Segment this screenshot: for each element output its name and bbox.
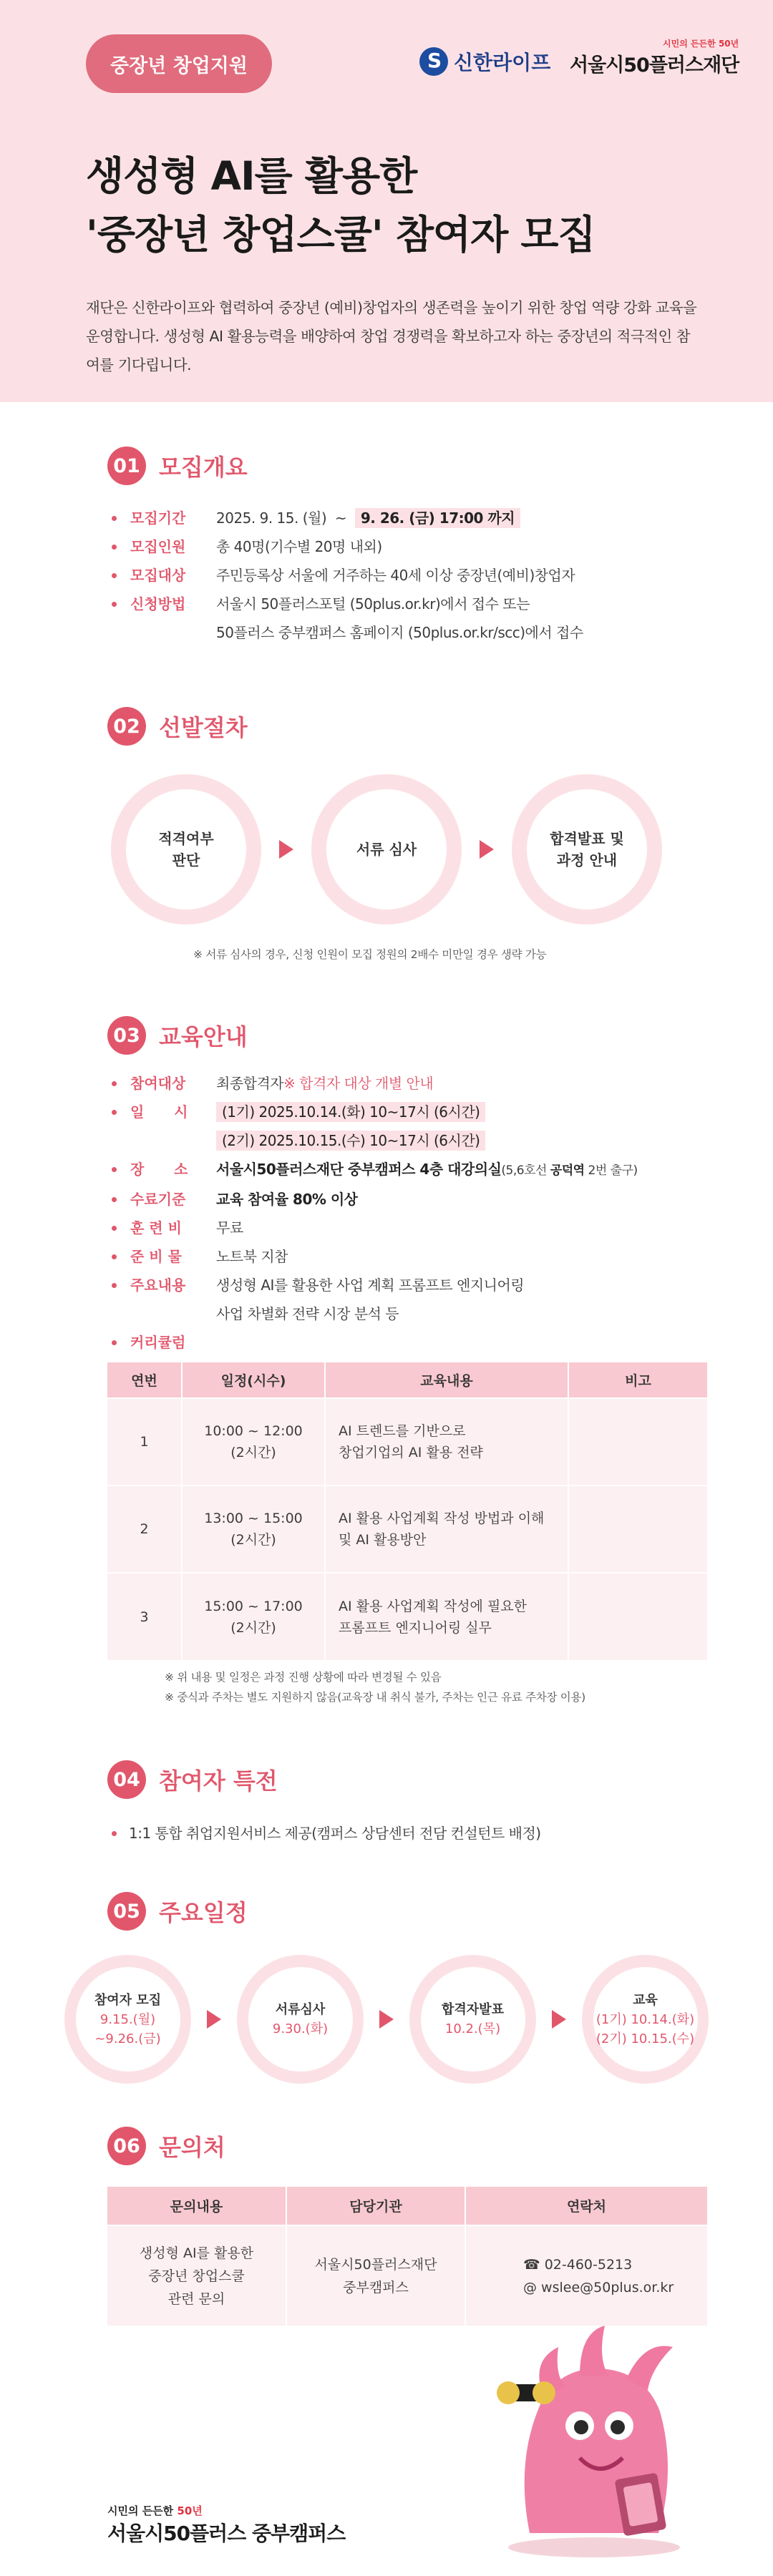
table-row: 3 15:00 ~ 17:00 (2시간) AI 활용 사업계획 작성에 필요한 프롬프트 엔지니어링 실무 [107,1573,708,1660]
arrow-right-icon [207,2010,221,2029]
info-row-count: 모집인원 총 40명(기수별 20명 내외) [129,532,709,561]
section-title: 교육안내 [159,1023,248,1050]
info-row-method: 신청방법 서울시 50플러스포털 (50plus.or.kr)에서 접수 또는 50플러스 중부캠퍼스 홈페이지 (50plus.or.kr/scc)에서 접수 [129,590,709,647]
hero-description: 재단은 신한라이프와 협력하여 중장년 (예비)창업자의 생존력을 높이기 위한 창업 역량 강화 교육을 운영합니다. 생성형 AI 활용능력을 배양하여 창업 경쟁력을 확보하고자 하는 중장년의 적극적인 참여를 기다립니다. [86,299,697,374]
table-row: 생성형 AI를 활용한 중장년 창업스쿨 관련 문의 서울시50플러스재단 중부캠퍼스 ☎ 02-460-5213 @ wslee@50plus.or.kr [107,2225,708,2326]
info-row-target: 모집대상 주민등록상 서울에 거주하는 40세 이상 중장년(예비)창업자 [129,561,709,590]
shinhan-life-logo [419,47,550,76]
section-number: 04 [107,1760,146,1799]
seoul50-tagline: 시민의 든든한 50년 [663,39,739,49]
schedule-step: 합격자발표 10.2.(목) [409,1955,536,2084]
section-number: 02 [107,707,146,746]
schedule-step: 교육 (1기) 10.14.(화) (2기) 10.15.(수) [582,1955,709,2084]
section-title: 참여자 특전 [159,1767,278,1795]
section-number: 06 [107,2127,146,2165]
info-row-period: 모집기간 2025. 9. 15. (월) ~ 9. 26. (금) 17:00 까지 [129,504,709,532]
table-row: 2 13:00 ~ 15:00 (2시간) AI 활용 사업계획 작성 방법과 이해 및 AI 활용방안 [107,1485,708,1573]
section-title: 문의처 [159,2134,225,2161]
schedule-step: 서류심사 9.30.(화) [237,1955,364,2084]
section-number: 01 [107,447,146,485]
shinhan-name: 신한라이프 [454,51,551,74]
section-title: 선발절차 [159,714,248,741]
section-number: 05 [107,1892,146,1931]
shinhan-logo-icon [419,47,448,76]
page-title [86,147,595,264]
process-step: 적격여부 판단 [111,774,261,924]
deadline-highlight: 9. 26. (금) 17:00 까지 [355,508,520,528]
section-contact [107,2127,709,2326]
table-row: 1 10:00 ~ 12:00 (2시간) AI 트렌드를 기반으로 창업기업의 AI 활용 전략 [107,1398,708,1485]
hero-banner [0,0,773,402]
section-benefits: 04 참여자 특전 1:1 통합 취업지원서비스 제공(캠퍼스 상담센터 전담 컨설턴트 배정) [107,1760,709,1848]
section-education-info: 03 교육안내 참여대상 최종합격자※ 합격자 대상 개별 안내 일 시 (1기) 2025.10.14.(화) 10~17시 (6시간) (2기) 2025.10.15.(수) 10~17시 (6시간) 장 소 서울시50플러스재단 중부캠퍼스 4층 대강의실(5,6호선 공덕역 2번 출구) 수료기준 교육 참여율 80% 이상 훈 련 비 무료 준 비 물 노트북 지참 주요내용 생성형 AI를 활용한 사업 계획 프롬프트 엔지니어링 사업 차별화 전략 시장 분석 등 커리큘럼 연번 일정(시수) 교육내용 비고 1 10:00 ~ 12:00 (2시간) AI 트렌드를 기반으로 창업기업의 AI 활용 전략 2 13:00 ~ 15:00 (2시간) AI 활용 사업계획 작성 방법과 이해 및 AI 활용방안 3 15:00 ~ 17:00 (2시간) AI 활용 사업계획 작성에 필요한 프롬프트 엔지니어링 실무 ※ 위 내용 및 일정은 과정 진행 상황에 따라 변경될 수 있음 ※ 중식과 주차는 별도 지원하지 않음(교육장 내 취식 불가, 주차는 인근 유료 주차장 이용) [107,1016,709,1707]
section-selection-process [107,707,709,962]
arrow-right-icon [379,2010,394,2029]
title-line-2: '중장년 창업스쿨' 참여자 모집 [86,212,595,258]
seoul50-name: 서울시50플러스재단 [570,54,739,77]
bullet-icon [112,1831,117,1836]
seoul50-logo [570,37,739,77]
phone-number[interactable]: ☎ 02-460-5213 [523,2256,633,2273]
schedule-step: 참여자 모집 9.15.(월) ~9.26.(금) [64,1955,191,2084]
category-tag: 중장년 창업지원 [86,34,272,93]
footer-logo: 시민의 든든한 50년 서울시50플러스 중부캠퍼스 [107,2504,346,2545]
arrow-right-icon [279,840,293,859]
arrow-right-icon [480,840,494,859]
section-number: 03 [107,1016,146,1055]
selection-note: ※ 서류 심사의 경우, 신청 인원이 모집 정원의 2배수 미만일 경우 생략 가능 [193,948,547,961]
process-step: 서류 심사 [311,774,462,924]
section-title: 모집개요 [159,454,248,481]
process-step: 합격발표 및 과정 안내 [512,774,662,924]
section-schedule [94,1892,709,2084]
curriculum-notes: ※ 위 내용 및 일정은 과정 진행 상황에 따라 변경될 수 있음 ※ 중식과 주차는 별도 지원하지 않음(교육장 내 취식 불가, 주차는 인근 유료 주차장 이용) [165,1671,585,1704]
mascot-illustration [472,2318,709,2562]
curriculum-table: 연번 일정(시수) 교육내용 비고 1 10:00 ~ 12:00 (2시간) AI 트렌드를 기반으로 창업기업의 AI 활용 전략 2 13:00 ~ 15:00 (2시간) AI 활용 사업계획 작성 방법과 이해 및 AI 활용방안 3 15:00 ~ 17:00 (2시간) AI 활용 사업계획 작성에 필요한 프롬프트 엔지니어링 실무 [107,1362,709,1660]
section-title: 주요일정 [159,1899,248,1926]
contact-table: 문의내용 담당기관 연락처 생성형 AI를 활용한 중장년 창업스쿨 관련 문의 서울시50플러스재단 중부캠퍼스 ☎ 02-460-5213 @ wslee@50plus.or.kr [107,2187,709,2326]
title-line-1: 생성형 AI를 활용한 [86,153,417,199]
email-link[interactable]: @ wslee@50plus.or.kr [523,2279,674,2296]
section-recruit-overview [107,447,709,647]
arrow-right-icon [552,2010,566,2029]
